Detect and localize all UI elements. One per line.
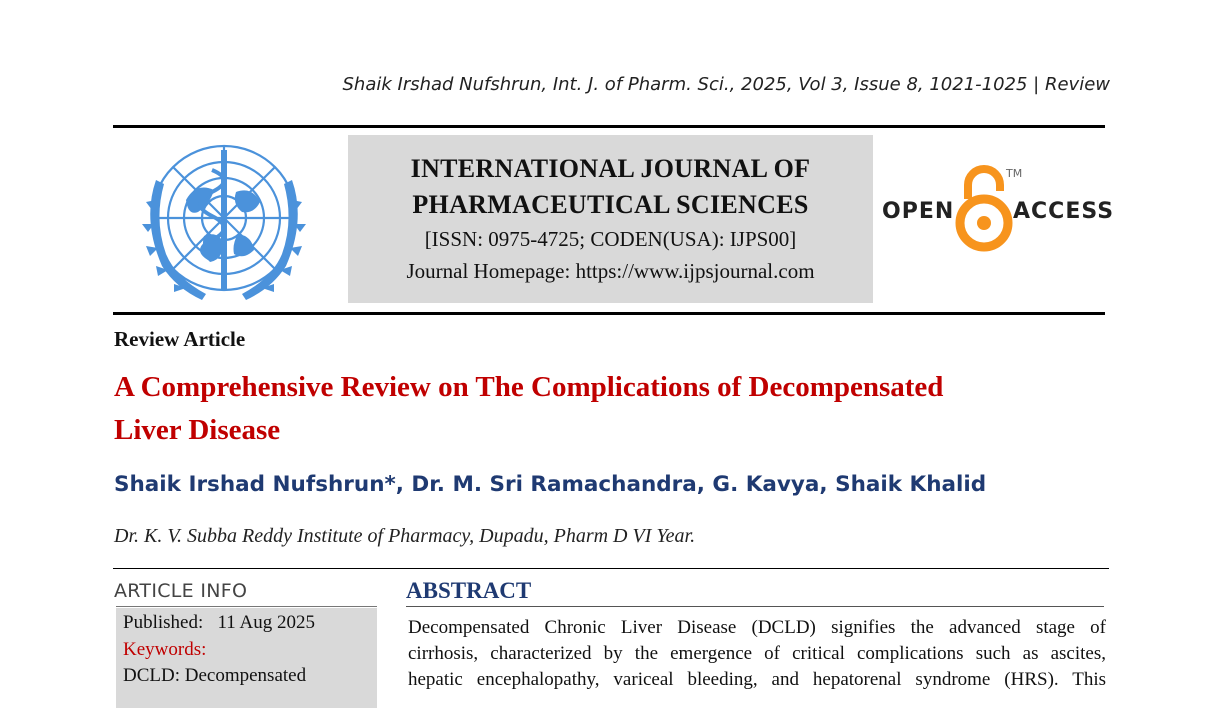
open-access-logo — [878, 165, 1113, 255]
top-rule — [113, 125, 1105, 128]
section-rule — [113, 568, 1109, 569]
abstract-text — [408, 615, 1106, 693]
abstract-line: Decompensated Chronic Liver Disease (DCLD) signifies the advanced stage of — [408, 617, 1106, 638]
journal-homepage[interactable]: Journal Homepage: https://www.ijpsjournal.com — [406, 259, 815, 283]
journal-masthead — [348, 135, 873, 303]
abstract-heading: ABSTRACT — [406, 578, 532, 603]
affiliation: Dr. K. V. Subba Reddy Institute of Pharmacy, Dupadu, Pharm D VI Year. — [114, 525, 696, 547]
abstract-line: cirrhosis, characterized by the emergence of critical complications such as ascites, — [408, 643, 1106, 664]
journal-issn: [ISSN: 0975-4725; CODEN(USA): IJPS00] — [424, 227, 797, 251]
published-date: 11 Aug 2025 — [217, 612, 315, 633]
trademark-mark: TM — [1006, 167, 1023, 180]
published-label: Published: — [123, 612, 204, 633]
masthead-bottom-rule — [113, 312, 1105, 315]
abstract-rule — [406, 606, 1104, 607]
article-title-line2: Liver Disease — [114, 414, 281, 446]
open-access-lock-icon — [954, 165, 1014, 253]
author-list: Shaik Irshad Nufshrun*, Dr. M. Sri Ramachandra, G. Kavya, Shaik Khalid — [114, 472, 987, 497]
open-access-open-text: OPEN — [882, 199, 955, 224]
article-title — [114, 366, 1094, 452]
article-info-rule — [116, 606, 377, 607]
abstract-line: hepatic encephalopathy, variceal bleeding, and hepatorenal syndrome (HRS). This — [408, 669, 1106, 690]
un-emblem-logo — [126, 140, 326, 305]
article-info-heading: ARTICLE INFO — [114, 580, 248, 602]
keyword-item: DCLD: Decompensated — [123, 665, 307, 686]
journal-title-line2: PHARMACEUTICAL SCIENCES — [412, 190, 809, 219]
article-type: Review Article — [114, 327, 246, 351]
open-access-access-text: ACCESS — [1013, 199, 1115, 224]
published-row — [123, 612, 315, 634]
keywords-label: Keywords: — [123, 639, 207, 660]
journal-title-line1: INTERNATIONAL JOURNAL OF — [410, 154, 811, 183]
article-info-box — [116, 608, 377, 708]
article-title-line1: A Comprehensive Review on The Complications of Decompensated — [114, 371, 944, 403]
running-head: Shaik Irshad Nufshrun, Int. J. of Pharm. Sci., 2025, Vol 3, Issue 8, 1021-1025 | Review — [342, 74, 1110, 95]
